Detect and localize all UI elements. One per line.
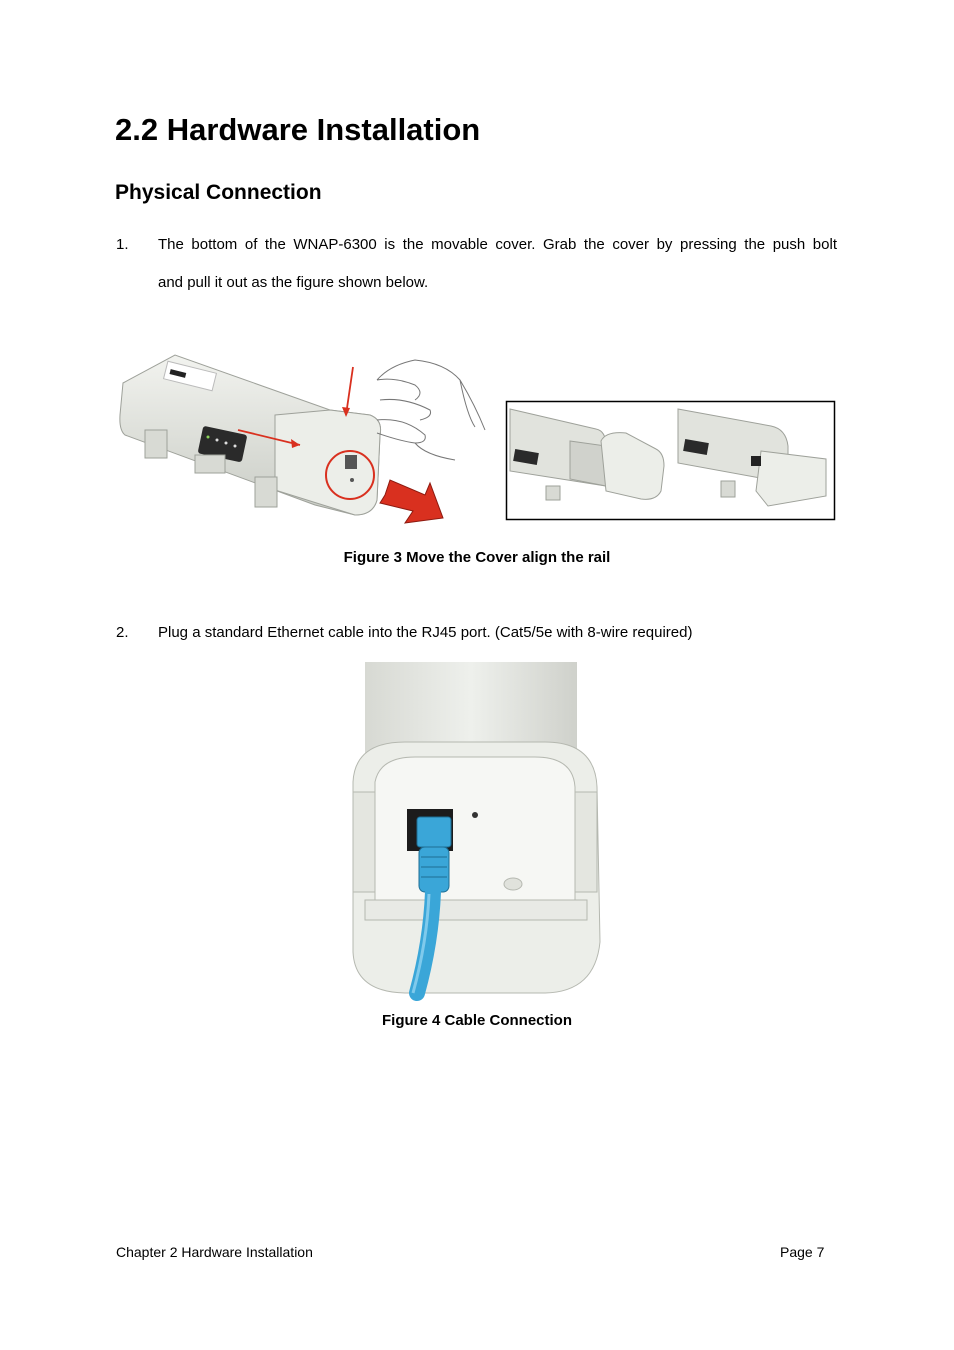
footer-chapter: Chapter 2 Hardware Installation [116, 1244, 313, 1260]
figure-3-detail-image [506, 401, 835, 520]
step-1-number: 1. [116, 236, 129, 253]
figure-4-caption: Figure 4 Cable Connection [381, 1012, 573, 1029]
figure-4-cable-image [345, 662, 607, 993]
step-2-text: Plug a standard Ethernet cable into the RJ45 port. (Cat5/5e with 8-wire required) [158, 624, 693, 641]
step-2-number: 2. [116, 624, 129, 641]
footer-page-number: Page 7 [780, 1244, 825, 1260]
figure-3-device-image [115, 355, 495, 525]
section-heading: Physical Connection [115, 181, 322, 204]
step-1-text-line1: The bottom of the WNAP-6300 is the movable cover. Grab the cover by pressing the push bolt [158, 236, 837, 253]
step-1-text-line2: and pull it out as the figure shown below. [158, 274, 429, 291]
page-title: 2.2 Hardware Installation [115, 112, 481, 147]
figure-3-caption: Figure 3 Move the Cover align the rail [343, 549, 611, 566]
